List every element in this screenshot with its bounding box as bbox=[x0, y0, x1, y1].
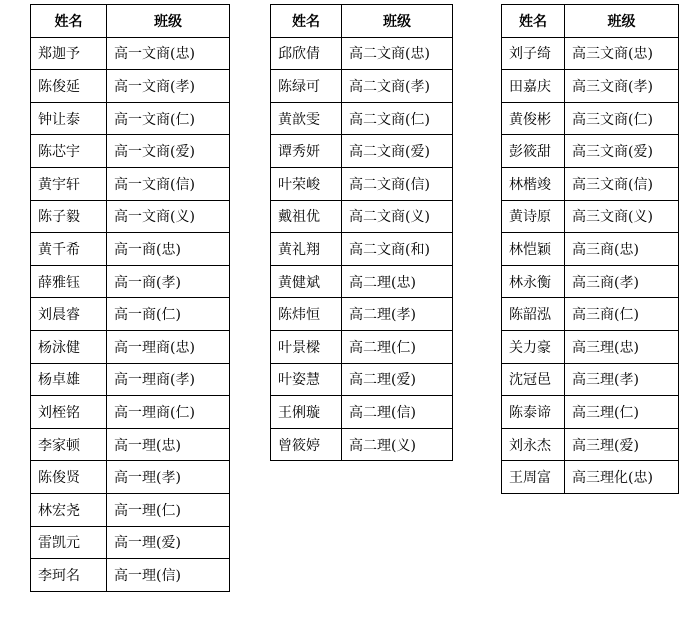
student-name-cell: 黄千希 bbox=[31, 233, 107, 266]
table-row bbox=[31, 363, 230, 396]
class-cell: 高一理商(仁) bbox=[107, 396, 230, 429]
class-cell: 高三理(忠) bbox=[565, 330, 679, 363]
student-name-cell: 叶景樑 bbox=[271, 330, 342, 363]
student-name-cell: 林恺颖 bbox=[502, 233, 565, 266]
table-row bbox=[271, 265, 453, 298]
class-cell: 高一文商(义) bbox=[107, 200, 230, 233]
table-body bbox=[502, 37, 679, 493]
table-row bbox=[271, 428, 453, 461]
student-name-cell: 陈韶泓 bbox=[502, 298, 565, 331]
student-name-cell: 刘永杰 bbox=[502, 428, 565, 461]
student-name-cell: 叶荣峻 bbox=[271, 167, 342, 200]
student-name-cell: 关力豪 bbox=[502, 330, 565, 363]
class-cell: 高一文商(爱) bbox=[107, 135, 230, 168]
class-cell: 高三文商(仁) bbox=[565, 102, 679, 135]
class-cell: 高三文商(孝) bbox=[565, 70, 679, 103]
name-column-header: 姓名 bbox=[502, 5, 565, 38]
class-cell: 高三商(仁) bbox=[565, 298, 679, 331]
student-name-cell: 林楷竣 bbox=[502, 167, 565, 200]
table-row bbox=[271, 200, 453, 233]
student-name-cell: 陈俊延 bbox=[31, 70, 107, 103]
table-row bbox=[31, 396, 230, 429]
table-row bbox=[31, 330, 230, 363]
header-row bbox=[271, 5, 453, 38]
table-row bbox=[31, 37, 230, 70]
table-row bbox=[31, 265, 230, 298]
student-name-cell: 雷凯元 bbox=[31, 526, 107, 559]
class-cell: 高二理(仁) bbox=[342, 330, 453, 363]
student-name-cell: 黄歆雯 bbox=[271, 102, 342, 135]
table-row bbox=[271, 298, 453, 331]
class-cell: 高三文商(义) bbox=[565, 200, 679, 233]
student-name-cell: 黄健斌 bbox=[271, 265, 342, 298]
class-cell: 高一理(仁) bbox=[107, 493, 230, 526]
table-row bbox=[31, 102, 230, 135]
table-row bbox=[502, 298, 679, 331]
roster-table-grade-3 bbox=[501, 4, 679, 494]
student-name-cell: 黄俊彬 bbox=[502, 102, 565, 135]
class-cell: 高一理(信) bbox=[107, 559, 230, 592]
roster-table-grade-2 bbox=[270, 4, 453, 461]
class-cell: 高三理化(忠) bbox=[565, 461, 679, 494]
class-cell: 高二文商(信) bbox=[342, 167, 453, 200]
class-cell: 高二文商(义) bbox=[342, 200, 453, 233]
table-row bbox=[271, 102, 453, 135]
class-cell: 高二文商(孝) bbox=[342, 70, 453, 103]
class-cell: 高二理(孝) bbox=[342, 298, 453, 331]
class-cell: 高一商(忠) bbox=[107, 233, 230, 266]
table-row bbox=[502, 102, 679, 135]
table-row bbox=[31, 493, 230, 526]
name-column-header: 姓名 bbox=[271, 5, 342, 38]
table-row bbox=[271, 70, 453, 103]
table-row bbox=[502, 363, 679, 396]
class-column-header: 班级 bbox=[342, 5, 453, 38]
table-row bbox=[502, 233, 679, 266]
student-name-cell: 郑迦予 bbox=[31, 37, 107, 70]
table-row bbox=[31, 135, 230, 168]
class-cell: 高三理(孝) bbox=[565, 363, 679, 396]
table-row bbox=[502, 200, 679, 233]
student-name-cell: 李家顿 bbox=[31, 428, 107, 461]
table-row bbox=[31, 200, 230, 233]
class-cell: 高一商(仁) bbox=[107, 298, 230, 331]
student-name-cell: 曾筱婷 bbox=[271, 428, 342, 461]
table-row bbox=[31, 559, 230, 592]
student-name-cell: 陈芯宇 bbox=[31, 135, 107, 168]
table-row bbox=[271, 396, 453, 429]
roster-table-grade-1 bbox=[30, 4, 230, 592]
student-name-cell: 陈俊贤 bbox=[31, 461, 107, 494]
table-body bbox=[31, 37, 230, 591]
table-row bbox=[502, 396, 679, 429]
student-name-cell: 杨卓雄 bbox=[31, 363, 107, 396]
student-name-cell: 田嘉庆 bbox=[502, 70, 565, 103]
student-name-cell: 杨泳健 bbox=[31, 330, 107, 363]
class-cell: 高一文商(仁) bbox=[107, 102, 230, 135]
name-column-header: 姓名 bbox=[31, 5, 107, 38]
table-row bbox=[502, 37, 679, 70]
table-row bbox=[271, 330, 453, 363]
class-cell: 高二理(爱) bbox=[342, 363, 453, 396]
student-name-cell: 黄礼翔 bbox=[271, 233, 342, 266]
table-row bbox=[271, 363, 453, 396]
class-cell: 高三理(仁) bbox=[565, 396, 679, 429]
class-cell: 高三文商(爱) bbox=[565, 135, 679, 168]
student-name-cell: 王俐璇 bbox=[271, 396, 342, 429]
student-name-cell: 刘子绮 bbox=[502, 37, 565, 70]
table-row bbox=[502, 428, 679, 461]
class-cell: 高三理(爱) bbox=[565, 428, 679, 461]
class-cell: 高一文商(忠) bbox=[107, 37, 230, 70]
student-name-cell: 邱欣倩 bbox=[271, 37, 342, 70]
student-name-cell: 李珂名 bbox=[31, 559, 107, 592]
student-name-cell: 钟让泰 bbox=[31, 102, 107, 135]
table-row bbox=[31, 298, 230, 331]
class-cell: 高二文商(仁) bbox=[342, 102, 453, 135]
class-cell: 高三商(忠) bbox=[565, 233, 679, 266]
student-name-cell: 林永衡 bbox=[502, 265, 565, 298]
student-name-cell: 黄诗原 bbox=[502, 200, 565, 233]
table-row bbox=[271, 135, 453, 168]
class-cell: 高二理(忠) bbox=[342, 265, 453, 298]
student-name-cell: 陈子毅 bbox=[31, 200, 107, 233]
table-row bbox=[31, 461, 230, 494]
student-name-cell: 戴祖优 bbox=[271, 200, 342, 233]
table-row bbox=[271, 37, 453, 70]
student-name-cell: 王周富 bbox=[502, 461, 565, 494]
table-row bbox=[502, 167, 679, 200]
class-cell: 高一文商(孝) bbox=[107, 70, 230, 103]
table-row bbox=[271, 167, 453, 200]
student-name-cell: 彭筱甜 bbox=[502, 135, 565, 168]
student-name-cell: 刘桎铭 bbox=[31, 396, 107, 429]
table-row bbox=[31, 233, 230, 266]
class-cell: 高三文商(信) bbox=[565, 167, 679, 200]
table-row bbox=[31, 526, 230, 559]
class-cell: 高一理商(忠) bbox=[107, 330, 230, 363]
class-cell: 高三商(孝) bbox=[565, 265, 679, 298]
class-cell: 高二理(信) bbox=[342, 396, 453, 429]
class-cell: 高二理(义) bbox=[342, 428, 453, 461]
table-row bbox=[31, 428, 230, 461]
student-name-cell: 陈炜恒 bbox=[271, 298, 342, 331]
class-cell: 高二文商(爱) bbox=[342, 135, 453, 168]
class-cell: 高一理(爱) bbox=[107, 526, 230, 559]
class-cell: 高一文商(信) bbox=[107, 167, 230, 200]
table-row bbox=[502, 135, 679, 168]
header-row bbox=[31, 5, 230, 38]
class-cell: 高一理(忠) bbox=[107, 428, 230, 461]
class-column-header: 班级 bbox=[107, 5, 230, 38]
student-name-cell: 刘晨睿 bbox=[31, 298, 107, 331]
table-row bbox=[502, 70, 679, 103]
student-name-cell: 叶姿慧 bbox=[271, 363, 342, 396]
student-name-cell: 沈冠邑 bbox=[502, 363, 565, 396]
class-cell: 高二文商(忠) bbox=[342, 37, 453, 70]
class-cell: 高一理(孝) bbox=[107, 461, 230, 494]
table-row bbox=[502, 461, 679, 494]
class-cell: 高一理商(孝) bbox=[107, 363, 230, 396]
student-name-cell: 薛雅钰 bbox=[31, 265, 107, 298]
class-cell: 高一商(孝) bbox=[107, 265, 230, 298]
table-row bbox=[31, 167, 230, 200]
student-name-cell: 谭秀妍 bbox=[271, 135, 342, 168]
table-row bbox=[502, 330, 679, 363]
table-row bbox=[271, 233, 453, 266]
header-row bbox=[502, 5, 679, 38]
student-name-cell: 林宏尧 bbox=[31, 493, 107, 526]
class-column-header: 班级 bbox=[565, 5, 679, 38]
student-name-cell: 陈泰谛 bbox=[502, 396, 565, 429]
table-body bbox=[271, 37, 453, 461]
table-row bbox=[31, 70, 230, 103]
class-cell: 高三文商(忠) bbox=[565, 37, 679, 70]
student-name-cell: 陈绿可 bbox=[271, 70, 342, 103]
class-cell: 高二文商(和) bbox=[342, 233, 453, 266]
student-name-cell: 黄宇轩 bbox=[31, 167, 107, 200]
table-row bbox=[502, 265, 679, 298]
